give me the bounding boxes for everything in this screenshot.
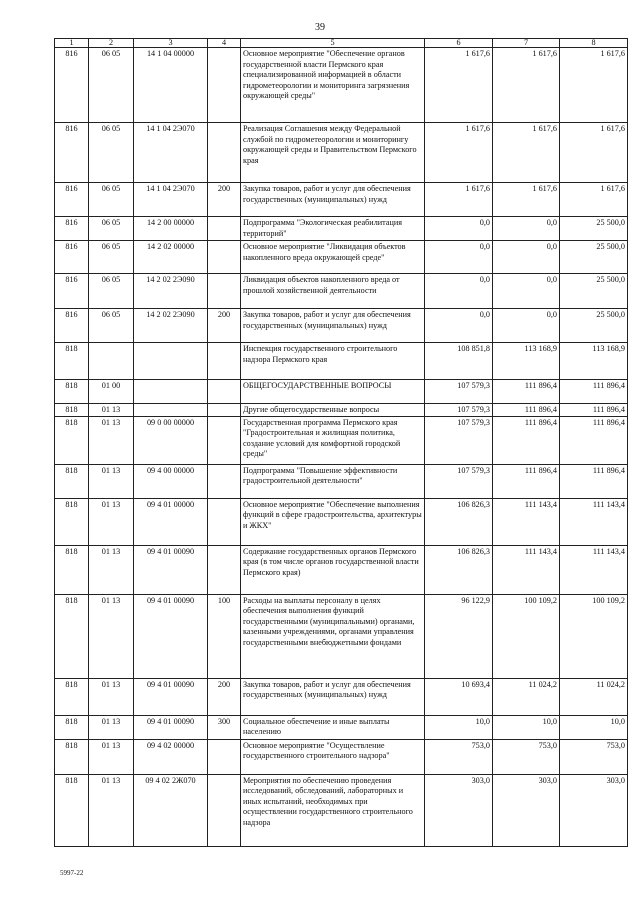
cell-section-code: 01 13 xyxy=(89,774,134,846)
cell-target-code: 14 2 02 00000 xyxy=(134,241,208,274)
cell-amount-1: 0,0 xyxy=(425,241,493,274)
cell-target-code: 09 4 01 00090 xyxy=(134,715,208,739)
cell-amount-1: 1 617,6 xyxy=(425,183,493,217)
cell-amount-1: 107 579,3 xyxy=(425,416,493,464)
cell-target-code: 09 4 02 00000 xyxy=(134,739,208,774)
cell-description: Основное мероприятие "Осуществление государственного строительного надзора" xyxy=(241,739,425,774)
cell-admin-code: 818 xyxy=(55,715,89,739)
cell-expense-type: 300 xyxy=(208,715,241,739)
cell-amount-1: 108 851,8 xyxy=(425,343,493,380)
cell-target-code: 09 4 01 00090 xyxy=(134,594,208,678)
cell-expense-type xyxy=(208,241,241,274)
cell-expense-type xyxy=(208,416,241,464)
cell-expense-type xyxy=(208,217,241,241)
cell-expense-type: 200 xyxy=(208,678,241,715)
cell-amount-2: 0,0 xyxy=(493,309,560,343)
table-row xyxy=(55,774,628,846)
cell-amount-1: 106 826,3 xyxy=(425,545,493,594)
cell-amount-1: 303,0 xyxy=(425,774,493,846)
cell-section-code: 01 13 xyxy=(89,678,134,715)
cell-admin-code: 818 xyxy=(55,594,89,678)
cell-amount-3: 1 617,6 xyxy=(560,48,628,123)
cell-description: ОБЩЕГОСУДАРСТВЕННЫЕ ВОПРОСЫ xyxy=(241,380,425,404)
cell-amount-1: 107 579,3 xyxy=(425,464,493,498)
cell-admin-code: 816 xyxy=(55,48,89,123)
cell-amount-3: 25 500,0 xyxy=(560,274,628,309)
col-header-7: 7 xyxy=(493,39,560,48)
cell-amount-1: 10 693,4 xyxy=(425,678,493,715)
cell-section-code: 01 13 xyxy=(89,498,134,545)
cell-expense-type: 200 xyxy=(208,183,241,217)
cell-target-code: 14 2 02 2Э090 xyxy=(134,274,208,309)
cell-admin-code: 818 xyxy=(55,498,89,545)
cell-section-code: 06 05 xyxy=(89,123,134,183)
cell-amount-3: 1 617,6 xyxy=(560,183,628,217)
cell-amount-1: 10,0 xyxy=(425,715,493,739)
cell-amount-1: 1 617,6 xyxy=(425,123,493,183)
cell-amount-1: 0,0 xyxy=(425,217,493,241)
cell-amount-1: 107 579,3 xyxy=(425,404,493,417)
table-row xyxy=(55,404,628,417)
cell-expense-type xyxy=(208,464,241,498)
cell-expense-type xyxy=(208,380,241,404)
cell-amount-2: 0,0 xyxy=(493,274,560,309)
cell-description: Реализация Соглашения между Федеральной службой по гидрометеорологии и мониторингу окружающей среды и Правительством Пермского края xyxy=(241,123,425,183)
cell-section-code: 06 05 xyxy=(89,241,134,274)
col-header-1: 1 xyxy=(55,39,89,48)
cell-amount-1: 106 826,3 xyxy=(425,498,493,545)
table-row xyxy=(55,217,628,241)
cell-amount-1: 96 122,9 xyxy=(425,594,493,678)
col-header-3: 3 xyxy=(134,39,208,48)
page-number: 39 xyxy=(315,22,325,33)
cell-amount-3: 111 896,4 xyxy=(560,404,628,417)
cell-expense-type xyxy=(208,123,241,183)
cell-section-code xyxy=(89,343,134,380)
cell-description: Ликвидация объектов накопленного вреда от прошлой хозяйственной деятельности xyxy=(241,274,425,309)
col-header-2: 2 xyxy=(89,39,134,48)
cell-target-code xyxy=(134,343,208,380)
cell-amount-2: 1 617,6 xyxy=(493,183,560,217)
cell-amount-2: 111 896,4 xyxy=(493,380,560,404)
cell-amount-2: 0,0 xyxy=(493,217,560,241)
cell-target-code: 09 4 01 00000 xyxy=(134,498,208,545)
cell-expense-type xyxy=(208,343,241,380)
cell-amount-2: 111 143,4 xyxy=(493,498,560,545)
cell-amount-2: 111 896,4 xyxy=(493,416,560,464)
cell-amount-3: 111 143,4 xyxy=(560,498,628,545)
cell-amount-2: 303,0 xyxy=(493,774,560,846)
cell-target-code: 14 2 00 00000 xyxy=(134,217,208,241)
cell-amount-3: 25 500,0 xyxy=(560,241,628,274)
cell-admin-code: 818 xyxy=(55,416,89,464)
cell-amount-2: 10,0 xyxy=(493,715,560,739)
table-row xyxy=(55,343,628,380)
cell-amount-2: 100 109,2 xyxy=(493,594,560,678)
cell-section-code: 06 05 xyxy=(89,217,134,241)
cell-target-code xyxy=(134,380,208,404)
col-header-8: 8 xyxy=(560,39,628,48)
cell-description: Другие общегосударственные вопросы xyxy=(241,404,425,417)
cell-expense-type xyxy=(208,48,241,123)
cell-admin-code: 818 xyxy=(55,678,89,715)
col-header-6: 6 xyxy=(425,39,493,48)
cell-description: Основное мероприятие "Обеспечение органов государственной власти Пермского края специализированной информацией в области гидрометеорологии и мониторинга загрязнения окружающей среды" xyxy=(241,48,425,123)
cell-amount-1: 1 617,6 xyxy=(425,48,493,123)
table-row xyxy=(55,678,628,715)
table-row xyxy=(55,241,628,274)
col-header-4: 4 xyxy=(208,39,241,48)
cell-expense-type: 100 xyxy=(208,594,241,678)
table-row xyxy=(55,380,628,404)
cell-amount-3: 753,0 xyxy=(560,739,628,774)
cell-section-code: 01 13 xyxy=(89,416,134,464)
cell-section-code: 01 00 xyxy=(89,380,134,404)
table-row xyxy=(55,309,628,343)
table-row xyxy=(55,48,628,123)
cell-expense-type: 200 xyxy=(208,309,241,343)
cell-admin-code: 818 xyxy=(55,545,89,594)
cell-amount-2: 753,0 xyxy=(493,739,560,774)
cell-target-code: 09 4 01 00090 xyxy=(134,678,208,715)
cell-admin-code: 818 xyxy=(55,404,89,417)
cell-description: Закупка товаров, работ и услуг для обеспечения государственных (муниципальных) нужд xyxy=(241,309,425,343)
cell-admin-code: 818 xyxy=(55,380,89,404)
col-header-5: 5 xyxy=(241,39,425,48)
cell-expense-type xyxy=(208,739,241,774)
cell-section-code: 06 05 xyxy=(89,274,134,309)
cell-expense-type xyxy=(208,774,241,846)
cell-admin-code: 816 xyxy=(55,183,89,217)
cell-amount-3: 113 168,9 xyxy=(560,343,628,380)
cell-target-code: 14 1 04 2Э070 xyxy=(134,183,208,217)
cell-target-code: 09 0 00 00000 xyxy=(134,416,208,464)
document-code: 5997-22 xyxy=(60,869,84,877)
cell-description: Социальное обеспечение и иные выплаты населению xyxy=(241,715,425,739)
cell-amount-1: 0,0 xyxy=(425,309,493,343)
table-row xyxy=(55,715,628,739)
cell-description: Расходы на выплаты персоналу в целях обеспечения выполнения функций государственными (муниципальными) органами, казенными учреждениями, органами управления государственными внебюджетными фондами xyxy=(241,594,425,678)
cell-admin-code: 816 xyxy=(55,274,89,309)
table-row xyxy=(55,545,628,594)
header-row xyxy=(55,39,628,48)
cell-admin-code: 818 xyxy=(55,774,89,846)
cell-amount-3: 303,0 xyxy=(560,774,628,846)
cell-description: Государственная программа Пермского края "Градостроительная и жилищная политика, создание условий для комфортной городской среды" xyxy=(241,416,425,464)
cell-target-code xyxy=(134,404,208,417)
cell-amount-3: 111 896,4 xyxy=(560,380,628,404)
cell-section-code: 06 05 xyxy=(89,48,134,123)
cell-description: Закупка товаров, работ и услуг для обеспечения государственных (муниципальных) нужд xyxy=(241,183,425,217)
cell-amount-3: 25 500,0 xyxy=(560,217,628,241)
cell-description: Подпрограмма "Экологическая реабилитация территорий" xyxy=(241,217,425,241)
cell-section-code: 01 13 xyxy=(89,545,134,594)
cell-amount-3: 111 143,4 xyxy=(560,545,628,594)
cell-amount-2: 111 896,4 xyxy=(493,464,560,498)
cell-amount-3: 10,0 xyxy=(560,715,628,739)
table-row xyxy=(55,464,628,498)
cell-description: Мероприятия по обеспечению проведения исследований, обследований, лабораторных и иных испытаний, необходимых при осуществлении государственного строительного надзора xyxy=(241,774,425,846)
cell-amount-3: 1 617,6 xyxy=(560,123,628,183)
cell-amount-3: 11 024,2 xyxy=(560,678,628,715)
cell-amount-2: 113 168,9 xyxy=(493,343,560,380)
cell-admin-code: 816 xyxy=(55,309,89,343)
table-row xyxy=(55,739,628,774)
cell-description: Закупка товаров, работ и услуг для обеспечения государственных (муниципальных) нужд xyxy=(241,678,425,715)
table-row xyxy=(55,123,628,183)
table-row xyxy=(55,183,628,217)
cell-admin-code: 816 xyxy=(55,217,89,241)
cell-section-code: 01 13 xyxy=(89,715,134,739)
cell-amount-3: 25 500,0 xyxy=(560,309,628,343)
cell-target-code: 09 4 00 00000 xyxy=(134,464,208,498)
cell-amount-2: 1 617,6 xyxy=(493,123,560,183)
cell-target-code: 09 4 01 00090 xyxy=(134,545,208,594)
cell-admin-code: 816 xyxy=(55,241,89,274)
cell-description: Содержание государственных органов Пермского края (в том числе органов государственной власти Пермского края) xyxy=(241,545,425,594)
cell-section-code: 01 13 xyxy=(89,404,134,417)
cell-amount-1: 753,0 xyxy=(425,739,493,774)
cell-expense-type xyxy=(208,545,241,594)
cell-admin-code: 818 xyxy=(55,464,89,498)
cell-target-code: 14 2 02 2Э090 xyxy=(134,309,208,343)
cell-admin-code: 818 xyxy=(55,343,89,380)
cell-admin-code: 818 xyxy=(55,739,89,774)
cell-section-code: 06 05 xyxy=(89,309,134,343)
cell-amount-2: 111 143,4 xyxy=(493,545,560,594)
cell-section-code: 01 13 xyxy=(89,739,134,774)
cell-target-code: 14 1 04 00000 xyxy=(134,48,208,123)
cell-amount-2: 1 617,6 xyxy=(493,48,560,123)
cell-expense-type xyxy=(208,274,241,309)
cell-admin-code: 816 xyxy=(55,123,89,183)
budget-table xyxy=(54,38,628,847)
cell-expense-type xyxy=(208,498,241,545)
cell-target-code: 09 4 02 2Ж070 xyxy=(134,774,208,846)
table-row xyxy=(55,274,628,309)
cell-amount-2: 0,0 xyxy=(493,241,560,274)
cell-target-code: 14 1 04 2Э070 xyxy=(134,123,208,183)
table-row xyxy=(55,416,628,464)
cell-description: Подпрограмма "Повышение эффективности градостроительной деятельности" xyxy=(241,464,425,498)
table-row xyxy=(55,498,628,545)
cell-expense-type xyxy=(208,404,241,417)
cell-amount-3: 111 896,4 xyxy=(560,416,628,464)
cell-amount-1: 0,0 xyxy=(425,274,493,309)
cell-amount-2: 111 896,4 xyxy=(493,404,560,417)
cell-amount-3: 111 896,4 xyxy=(560,464,628,498)
cell-section-code: 06 05 xyxy=(89,183,134,217)
cell-section-code: 01 13 xyxy=(89,594,134,678)
cell-amount-1: 107 579,3 xyxy=(425,380,493,404)
cell-description: Инспекция государственного строительного надзора Пермского края xyxy=(241,343,425,380)
cell-description: Основное мероприятие "Обеспечение выполнения функций в сфере градостроительства, архитектуры и ЖКХ" xyxy=(241,498,425,545)
cell-section-code: 01 13 xyxy=(89,464,134,498)
cell-amount-2: 11 024,2 xyxy=(493,678,560,715)
table-row xyxy=(55,594,628,678)
cell-description: Основное мероприятие "Ликвидация объектов накопленного вреда окружающей среде" xyxy=(241,241,425,274)
cell-amount-3: 100 109,2 xyxy=(560,594,628,678)
